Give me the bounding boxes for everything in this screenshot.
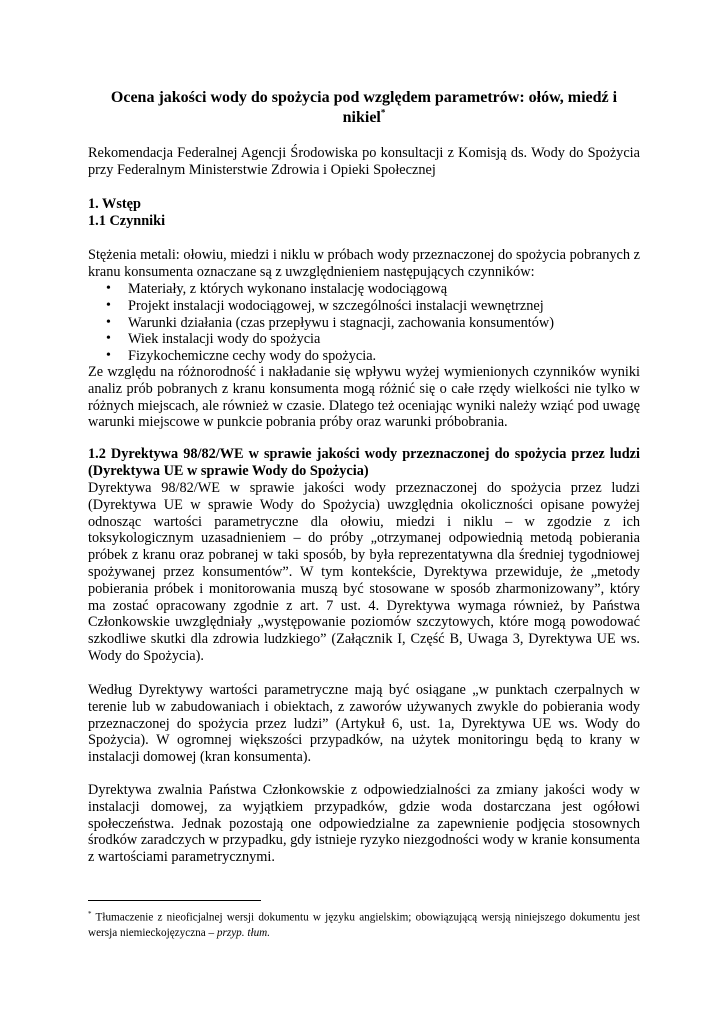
list-item: • Wiek instalacji wody do spożycia	[106, 331, 321, 348]
section-heading-1-1: 1.1 Czynniki	[88, 213, 166, 229]
factors-conclusion: Ze względu na różnorodność i nakładanie się wpływu wyżej wymienionych czynników wyniki analiz prób pobranych z kranu konsumenta mogą różnić się o całe rzędy wielkości nie tylko w różnych miejscach, ale również w czasie. Dlatego też oceniając wyniki należy wziąć pod uwagę warunki miejscowe w punkcie pobrania próby oraz warunki próbobrania.	[88, 364, 640, 431]
list-item: • Warunki działania (czas przepływu i stagnacji, zachowania konsumentów)	[106, 314, 555, 331]
subtitle: Rekomendacja Federalnej Agencji Środowiska po konsultacji z Komisją ds. Wody do Spożycia przy Federalnym Ministerstwie Zdrowia i Opieki Społecznej	[88, 145, 640, 178]
bullet-icon: •	[106, 348, 111, 364]
footnote-text: Tłumaczenie z nieoficjalnej wersji dokumentu w języku angielskim; obowiązującą wersją niniejszego dokumentu jest wersja niemieckojęzyczna –	[88, 911, 640, 940]
page-title	[88, 88, 640, 128]
factors-list	[88, 281, 640, 365]
list-item: • Fizykochemiczne cechy wody do spożycia.	[106, 348, 377, 365]
title-text: Ocena jakości wody do spożycia pod względem parametrów: ołów, miedź i nikiel	[110, 89, 618, 126]
paragraph-parametric-values: Według Dyrektywy wartości parametryczne mają być osiągane „w punktach czerpalnych w terenie lub w zabudowaniach i obiektach, z zaworów używanych zwykle do pobierania wody przeznaczonej do spożycia przez ludzi” (Artykuł 6, ust. 1a, Dyrektywa UE ws. Wody do Spożycia). W ogromnej większości przypadków, na użytek monitoringu będą to krany w instalacji domowej (kran konsumenta).	[88, 682, 640, 766]
footnote-divider	[88, 900, 261, 901]
footnote	[88, 907, 640, 942]
list-item: • Projekt instalacji wodociągowej, w szczególności instalacji wewnętrznej	[106, 297, 544, 314]
bullet-icon: •	[106, 314, 111, 330]
list-item: • Materiały, z których wykonano instalację wodociągową	[106, 281, 448, 297]
footnote-mark: *	[88, 910, 92, 918]
paragraph-directive: Dyrektywa 98/82/WE w sprawie jakości wody przeznaczonej do spożycia przez ludzi (Dyrektywa UE w sprawie Wody do Spożycia) uwzględnia okoliczności opisane powyżej odnosząc wartości parametryczne dla ołowiu, miedzi i niklu – w zgodzie z ich toksykologicznym uzasadnieniem – do próby „otrzymanej odpowiednią metodą pobierania próbek z kranu oraz pobranej w taki sposób, by była reprezentatywna dla średniej tygodniowej spożywanej przez konsumentów”. W tym kontekście, Dyrektywa przewiduje, że „metody pobierania próbek i monitorowania muszą być stosowane w sposób zharmonizowany”, który ma zostać opracowany zgodnie z art. 7 ust. 4. Dyrektywa wymaga również, by Państwa Członkowskie uwzględniały „występowanie poziomów szczytowych, które mogą powodować szkodliwe skutki dla zdrowia ludzkiego” (Załącznik I, Część B, Uwaga 3, Dyrektywa UE ws. Wody do Spożycia).	[88, 480, 640, 664]
bullet-icon: •	[106, 281, 111, 296]
title-footnote-mark: *	[380, 107, 386, 118]
bullet-icon: •	[106, 297, 111, 313]
intro-paragraph: Stężenia metali: ołowiu, miedzi i niklu w próbach wody przeznaczonej do spożycia pobranych z kranu konsumenta oznaczane są z uwzględnieniem następujących czynników:	[88, 247, 640, 280]
section-heading-1: 1. Wstęp	[88, 196, 141, 212]
bullet-icon: •	[106, 331, 111, 347]
section-heading-1-2: 1.2 Dyrektywa 98/82/WE w sprawie jakości wody przeznaczonej do spożycia przez ludzi (Dyrektywa UE w sprawie Wody do Spożycia)	[88, 446, 640, 479]
paragraph-exemption: Dyrektywa zwalnia Państwa Członkowskie z odpowiedzialności za zmiany jakości wody w instalacji domowej, za wyjątkiem przypadków, gdzie woda dostarczana jest ogółowi społeczeństwa. Jednak pozostają one odpowiedzialne za zapewnienie podjęcia stosownych środków zaradczych w przypadku, gdy istnieje ryzyko niezgodności wody w kranie konsumenta z wartościami parametrycznymi.	[88, 782, 640, 866]
footnote-translator-note: przyp. tłum.	[216, 927, 271, 940]
